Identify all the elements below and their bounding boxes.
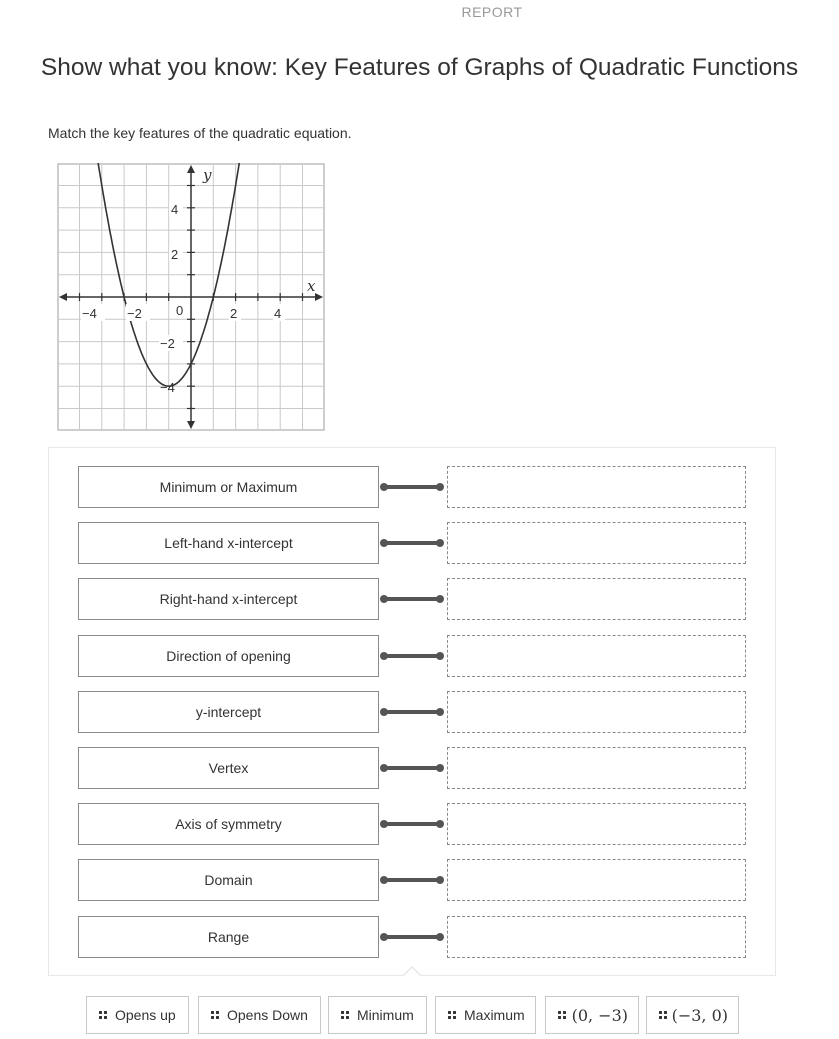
connector-icon — [378, 539, 446, 547]
connector-icon — [378, 595, 446, 603]
drop-zone[interactable] — [447, 916, 746, 958]
match-label: Direction of opening — [78, 635, 379, 677]
chip-maximum[interactable]: Maximum — [435, 996, 536, 1034]
match-label: Minimum or Maximum — [78, 466, 379, 508]
connector-icon — [378, 483, 446, 491]
y-tick-label-neg4: −4 — [160, 380, 175, 395]
connector-icon — [378, 652, 446, 660]
drag-handle-icon — [659, 1011, 665, 1020]
match-label: y-intercept — [78, 691, 379, 733]
match-label: Right-hand x-intercept — [78, 578, 379, 620]
drag-handle-icon — [99, 1011, 108, 1020]
y-tick-label-neg2: −2 — [160, 336, 175, 351]
x-tick-label-4: 4 — [274, 306, 282, 321]
y-tick-label-4: 4 — [171, 202, 179, 217]
report-link[interactable]: REPORT — [461, 4, 523, 20]
drop-zone[interactable] — [447, 803, 746, 845]
quadratic-graph — [57, 163, 325, 431]
drop-zone[interactable] — [447, 578, 746, 620]
connector-icon — [378, 820, 446, 828]
connector-icon — [378, 876, 446, 884]
match-row — [78, 466, 746, 508]
match-row — [78, 916, 746, 958]
tray-notch-inner — [403, 968, 421, 977]
x-tick-label-neg4: −4 — [82, 306, 97, 321]
chip-point-0-neg3[interactable]: (0, −3) — [545, 996, 639, 1034]
origin-label: 0 — [176, 303, 184, 318]
x-tick-label-neg2: −2 — [127, 306, 142, 321]
match-label: Domain — [78, 859, 379, 901]
drag-handle-icon — [341, 1011, 350, 1020]
match-row — [78, 691, 746, 733]
drop-zone[interactable] — [447, 691, 746, 733]
connector-icon — [378, 933, 446, 941]
chip-point-neg3-0[interactable]: (−3, 0) — [646, 996, 739, 1034]
match-row — [78, 522, 746, 564]
match-row — [78, 859, 746, 901]
match-row — [78, 803, 746, 845]
chip-opens-down[interactable]: Opens Down — [198, 996, 321, 1034]
drop-zone[interactable] — [447, 522, 746, 564]
match-label: Vertex — [78, 747, 379, 789]
instructions-text: Match the key features of the quadratic equation. — [48, 125, 352, 141]
drop-zone[interactable] — [447, 466, 746, 508]
drop-zone[interactable] — [447, 747, 746, 789]
page-title: Show what you know: Key Features of Graphs of Quadratic Functions — [40, 54, 799, 81]
drop-zone[interactable] — [447, 635, 746, 677]
y-axis-label: y — [203, 166, 212, 184]
drag-handle-icon — [448, 1011, 457, 1020]
y-tick-label-2: 2 — [171, 247, 179, 262]
connector-icon — [378, 708, 446, 716]
connector-icon — [378, 764, 446, 772]
x-axis-label: x — [307, 277, 316, 295]
match-row — [78, 747, 746, 789]
match-row — [78, 578, 746, 620]
drag-handle-icon — [211, 1011, 220, 1020]
match-label: Axis of symmetry — [78, 803, 379, 845]
match-row — [78, 635, 746, 677]
chip-minimum[interactable]: Minimum — [328, 996, 427, 1034]
drag-handle-icon — [558, 1011, 565, 1020]
drop-zone[interactable] — [447, 859, 746, 901]
x-tick-label-2: 2 — [230, 306, 238, 321]
match-label: Range — [78, 916, 379, 958]
match-label: Left-hand x-intercept — [78, 522, 379, 564]
chip-opens-up[interactable]: Opens up — [86, 996, 189, 1034]
